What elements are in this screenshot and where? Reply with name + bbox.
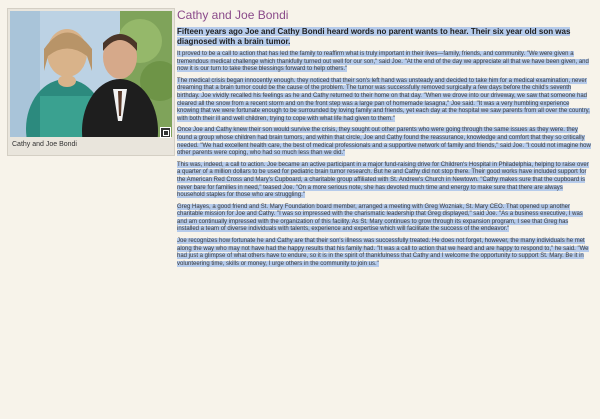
article-paragraph: Greg Hayes, a good friend and St. Mary Foundation board member, arranged a meeting with Greg Wozniak, St. Mary CEO. That opened up another charitable mission for Joe and Cathy. "I was so impressed with the charismatic leadership that Greg displayed," said Joe. "As a business executive, I was and am continually impressed with the organization of this facility. As St. Mary continues to grow through its expansion program, I see that Greg has installed a team of diverse individuals with talents, experience and expertise which will facilitate the success of the endeavor." bbox=[177, 203, 583, 233]
article-paragraph: It proved to be a call to action that has led the family to reaffirm what is truly important in their lives—family, friends, and community. "We were given a tremendous medical challenge which thankfully turned out well for our son," said Joe. "At the end of the day we appreciate all that we have been given, and now it is our turn to take these blessings forward to help others." bbox=[177, 51, 589, 73]
article-paragraph: Once Joe and Cathy knew their son would survive the crisis, they sought out other parents who were going through the same issues as they were. they found a group whose children had brain tumors, and within that circle, Joe and Cathy found the reassurance, knowledge and comfort that they so critically needed. "We had excellent health care, the best of medical professionals and a supportive network of family and friends," said Joe. "I could not imagine how other parents were coping, who had so much less than we did." bbox=[177, 127, 591, 157]
article-paragraph: This was, indeed, a call to action. Joe became an active participant in a major fund-raising drive for Children's Hospital in Philadelphia, helping to raise over a quarter of a million dollars to be used for pediatric brain tumor research. But he and Cathy did not stop there. Their good works have included support for the American Red Cross and Mary's Cupboard, a charitable group affiliated with St. Andrew's Church in Newtown. "Cathy makes sure that the cupboard is never bare for families in need," teased Joe. "On a more serious note, she has devoted much time and energy to make sure that there are always household staples for those who are struggling." bbox=[177, 161, 589, 199]
article-title: Cathy and Joe Bondi bbox=[177, 8, 289, 22]
article-lead: Fifteen years ago Joe and Cathy Bondi heard words no parent wants to hear. Their six year old son was diagnosed with a brain tumor. bbox=[177, 27, 571, 46]
enlarge-icon[interactable] bbox=[160, 127, 171, 138]
photo-panel bbox=[7, 8, 175, 156]
photo-caption: Cathy and Joe Bondi bbox=[12, 141, 77, 148]
article-paragraph: Joe recognizes how fortunate he and Cathy are that their son's illness was successfully treated. He does not forget, however, the many individuals he met along the way who may not have had the happy results that his family had. "It was a call to action that we heard and are happy to respond to," he said. "We had just a glimpse of what others have to endure, so it is in the spirit of thankfulness that Cathy and I welcome the opportunity to support St. Mary. Be it in volunteering time, skills or money, I urge others in the community to join us." bbox=[177, 238, 589, 267]
article-paragraph: The medical crisis began innocently enough. they noticed that their son's left hand was unsteady and decided to take him for a medical examination, never dreaming that a brain tumor could be the cause of the problem. The tumor was successfully removed surgically a few days before the child's seventh birthday. Joe vividly recalled his feelings as he and Cathy returned to their home on that day. "When we drove into our driveway, we saw that someone had cleared all the snow from a recent storm and on the front step was a large pan of homemade lasagna," Joe said. "It was a very humbling experience knowing that we were fortunate enough to be surrounded by loving family and friends, yet each day at the hospital we saw parents from all over the country, with both their ill and well children, trying to cope with what life had given to them." bbox=[177, 77, 590, 122]
article bbox=[177, 8, 591, 272]
couple-photo bbox=[10, 11, 172, 137]
